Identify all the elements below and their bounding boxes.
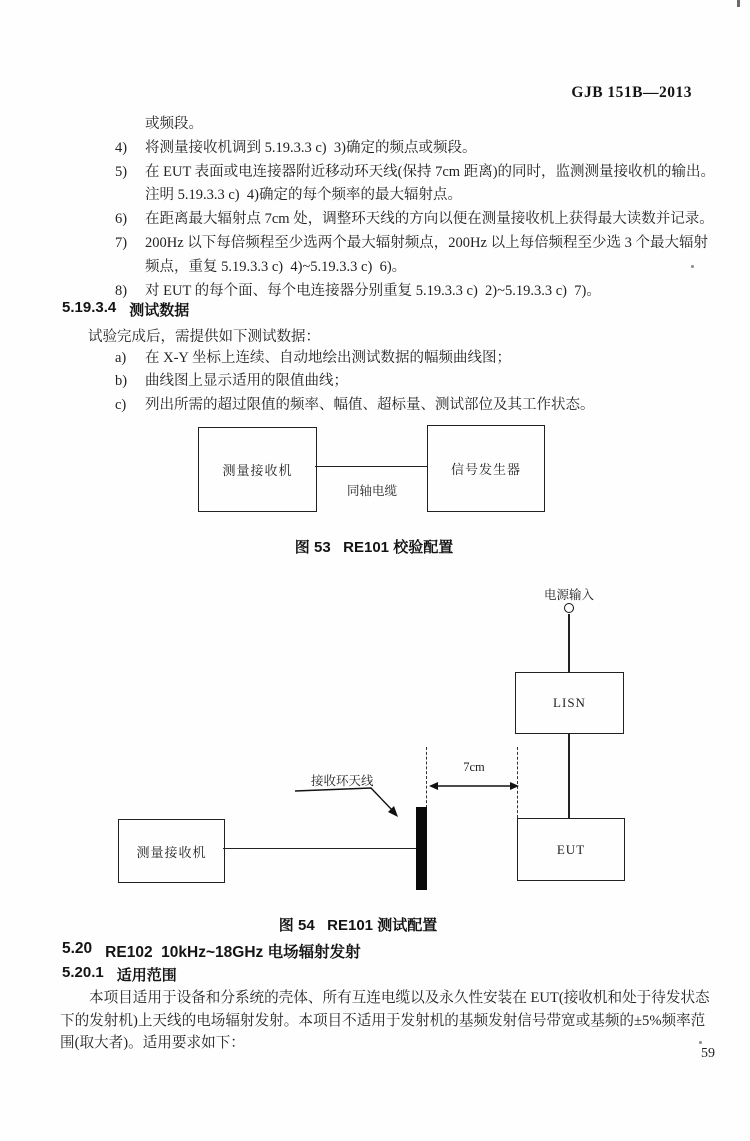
- section-heading-5-20: [62, 940, 361, 962]
- list-item: [115, 113, 715, 137]
- fig53-receiver-label: 测量接收机: [222, 463, 293, 478]
- carryover-line: 或频段。: [145, 116, 203, 132]
- list-item: 6) 在距离最大辐射点 7cm 处，调整环天线的方向以便在测量接收机上获得最大读数并记录。: [115, 211, 714, 228]
- fig53-cable-label: 同轴电缆: [347, 484, 398, 498]
- fig54-distance-arrow: [428, 779, 520, 793]
- fig54-antenna-label: 接收环天线: [311, 774, 374, 788]
- list-item: 8) 对 EUT 的每个面、每个电连接器分别重复 5.19.3.3 c) 2)~5.19.3.3 c) 7)。: [115, 282, 601, 299]
- fig54-eut-box: [517, 818, 625, 881]
- section-heading-5-19-3-4: [62, 299, 189, 320]
- paragraph-line: 本项目适用于设备和分系统的壳体、所有互连电缆以及永久性安装在 EUT(接收机和处于待发状态: [89, 990, 710, 1006]
- fig53-coax-line: [315, 466, 427, 467]
- fig54-lisn-eut-line: [568, 733, 570, 818]
- fig53-caption: 图 53 RE101 校验配置: [294, 539, 454, 556]
- fig54-lisn-box: [515, 672, 624, 734]
- fig54-receiver-box: [118, 819, 225, 883]
- paragraph-line: 下的发射机)上天线的电场辐射发射。本项目不适用于发射机的基频发射信号带宽或基频的±5%频率范: [60, 1012, 706, 1029]
- fig54-power-label: 电源输入: [544, 588, 595, 602]
- fig54-caption: 图 54 RE101 测试配置: [278, 917, 438, 934]
- list-item: 7) 200Hz 以下每倍频程至少选两个最大辐射频点，200Hz 以上每倍频程至少选 3 个最大辐射 频点，重复 5.19.3.3 c) 4)~5.19.3.3 c) 6)。: [115, 234, 709, 275]
- scan-artifact-top-right: [737, 0, 740, 7]
- section-title: 适用范围: [116, 967, 177, 984]
- fig54-dashed-line-antenna: [426, 747, 427, 808]
- procedure-list: [115, 113, 715, 303]
- doc-number: GJB 151B—2013: [571, 84, 692, 101]
- lettered-list: [115, 347, 595, 417]
- list-item: b) 曲线图上显示适用的限值曲线；: [115, 373, 348, 390]
- section-title: 测试数据: [129, 302, 190, 319]
- fig54-antenna-leader-arrow: [293, 783, 407, 823]
- fig54-power-line: [568, 614, 570, 672]
- fig54-distance-label: 7cm: [463, 760, 485, 774]
- section-heading-5-20-1: [62, 964, 177, 985]
- section-number: 5.20.1: [62, 964, 104, 981]
- page-number: 59: [701, 1046, 715, 1061]
- section-title: RE102 10kHz~18GHz 电场辐射发射: [105, 944, 361, 961]
- fig54-loop-antenna-bar: [416, 807, 427, 890]
- list-item: c) 列出所需的超过限值的频率、幅值、超标量、测试部位及其工作状态。: [115, 396, 595, 413]
- fig53-generator-label: 信号发生器: [450, 462, 521, 477]
- fig54-receiver-antenna-line: [223, 848, 416, 849]
- paragraph-line: 围(取大者)。适用要求如下：: [60, 1035, 245, 1052]
- list-item: 4) 将测量接收机调到 5.19.3.3 c) 3)确定的频点或频段。: [115, 139, 477, 156]
- fig53-generator-box: [427, 425, 545, 512]
- list-item: 5) 在 EUT 表面或电连接器附近移动环天线(保持 7cm 距离)的同时，监测测量接收机的输出。 注明 5.19.3.3 c) 4)确定的每个频率的最大辐射点。: [115, 163, 716, 204]
- scope-paragraph: [60, 987, 710, 1055]
- section-number: 5.20: [62, 940, 93, 957]
- fig54-lisn-label: LISN: [553, 695, 586, 710]
- section-number: 5.19.3.4: [62, 299, 117, 316]
- fig54-power-terminal-icon: [564, 603, 574, 613]
- fig53-receiver-box: [198, 427, 317, 512]
- section-intro: 试验完成后，需提供如下测试数据：: [88, 329, 320, 345]
- fig54-receiver-label: 测量接收机: [136, 844, 207, 860]
- list-item: a) 在 X-Y 坐标上连续、自动地绘出测试数据的幅频曲线图；: [115, 350, 511, 366]
- fig54-eut-label: EUT: [556, 841, 586, 857]
